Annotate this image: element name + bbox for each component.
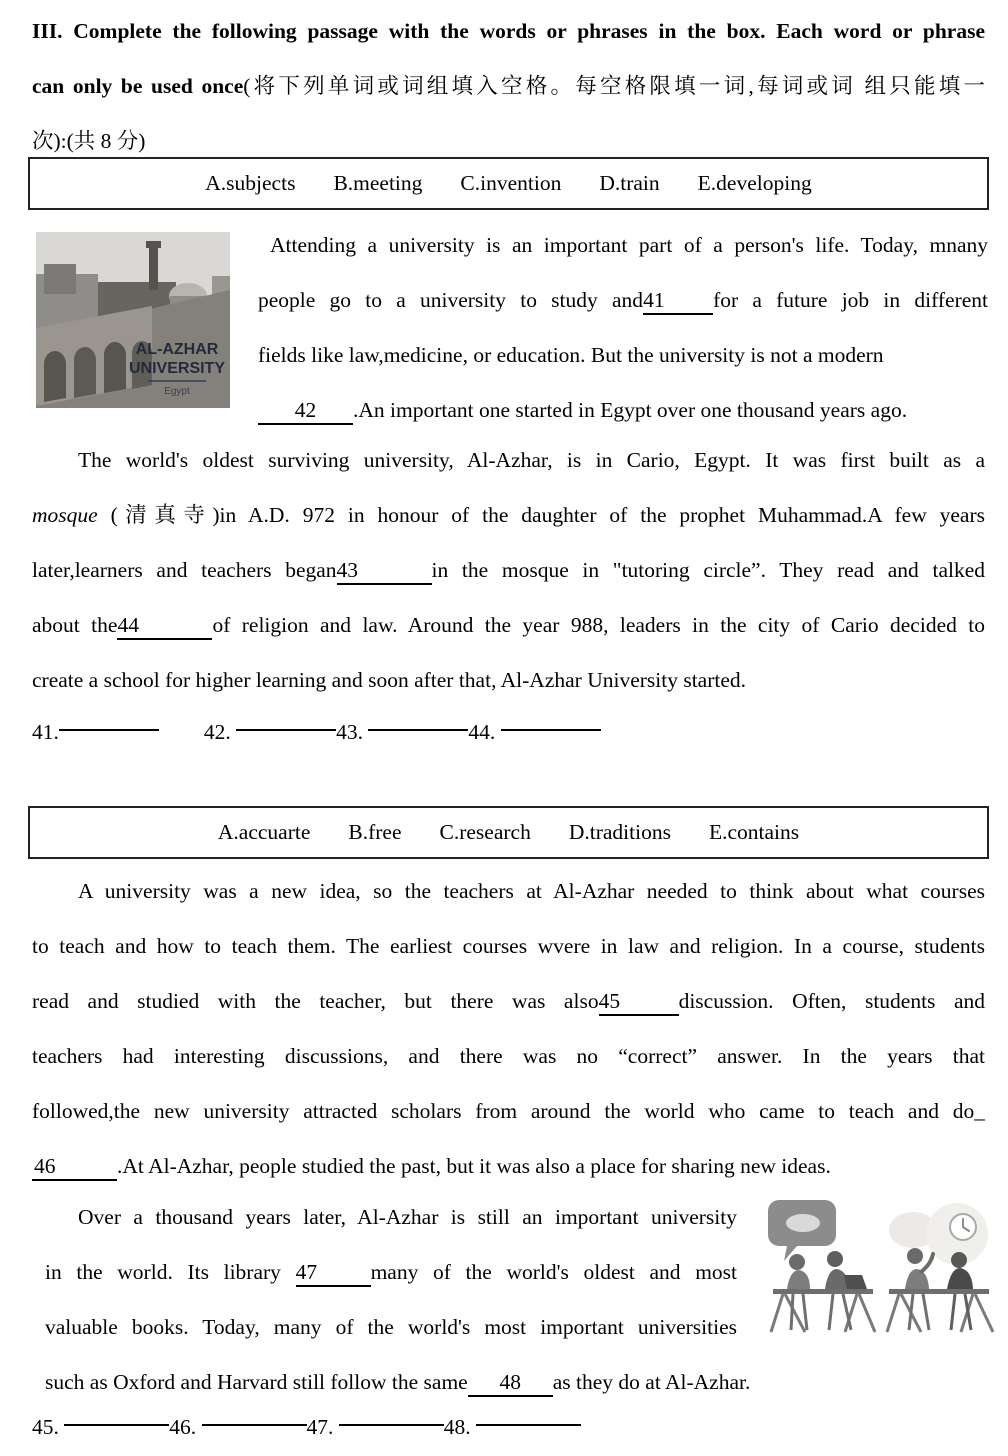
p3-text-2: to teach and how to teach them. The earliest courses wvere in law and religion. In a course, students [32,934,985,958]
p3-line-3 [32,974,985,1029]
answer-label-43: 43. [336,720,363,744]
p3-line-1 [32,864,985,919]
answer-row-45-48 [32,1400,985,1455]
p2-text-4a: about the [32,613,118,637]
answer-row-41-44 [32,705,985,760]
p3-line-5 [32,1084,985,1139]
p2-line-1 [32,433,985,488]
answer-label-47: 47. [306,1415,334,1439]
answer-label-41: 41. [32,720,59,744]
word-option-a2: A.accuarte [217,820,311,844]
p4-text-2b: many of the world's oldest and most [370,1260,737,1284]
p2-text-5: create a school for higher learning and soon after that, Al-Azhar University started. [32,668,747,692]
p1-text-2a: people go to a university to study and [258,288,644,312]
p2-text-2b: (清真寺)in A.D. 972 in honour of the daughter of the prophet Muhammad.A few years [97,503,985,527]
p3-text-3b: discussion. Often, students and [678,989,985,1013]
answer-blank-43 [368,705,468,731]
p3-text-4: teachers had interesting discussions, and there was no “correct” answer. In the years that [32,1044,985,1068]
p4-text-1: Over a thousand years later, Al-Azhar is still an important university [78,1205,737,1229]
blank-48: 48 [468,1367,553,1397]
word-option-b2: B.free [348,820,402,844]
p2-text-3a: later,learners and teachers began [32,558,337,582]
p3-text-5: followed,the new university attracted scholars from around the world who came to teach and do_ [32,1099,985,1123]
p1-text-3: fields like law,medicine, or education. But the university is not a modern [258,343,884,367]
p4-text-4b: as they do at Al-Azhar. [552,1370,751,1394]
p2-line-3 [32,543,985,598]
answer-label-42: 42. [203,720,231,744]
section-heading [32,4,985,169]
p1-line-3 [258,328,988,383]
heading-text-2-en: can only be used once [32,74,244,98]
word-option-c2: C.research [439,820,531,844]
p3-line-6 [32,1139,985,1194]
p2-text-3b: in the mosque in "tutoring circle”. They read and talked [431,558,985,582]
p4-text-4a: such as Oxford and Harvard still follow the same [45,1370,468,1394]
passage-paragraph-1 [258,218,988,438]
word-option-d2: D.traditions [568,820,671,844]
answer-blank-47 [339,1400,444,1426]
p2-text-4b: of religion and law. Around the year 988, leaders in the city of Cario decided to [212,613,985,637]
p1-text-1: Attending a university is an important part of a person's life. Today, mnany [270,233,988,257]
p1-text-4: .An important one started in Egypt over one thousand years ago. [353,398,908,422]
students-discussion-illustration [763,1192,1000,1340]
heading-line-2 [32,59,985,114]
blank-41: 41 [643,285,713,315]
answer-label-48: 48. [443,1415,471,1439]
p2-text-2-italic: mosque [32,503,98,527]
blank-46: 46 [32,1151,117,1181]
p1-text-2b: for a future job in different [713,288,988,312]
students-illustration-graphic [763,1192,1000,1340]
answer-blank-42 [236,705,336,731]
passage-paragraph-2 [32,433,985,708]
photo-caption-al-azhar: AL-AZHAR [135,341,219,358]
p3-line-4 [32,1029,985,1084]
p3-text-6: .At Al-Azhar, people studied the past, but it was also a place for sharing new ideas. [117,1154,831,1178]
answer-blank-45 [64,1400,169,1426]
heading-text-1: III. Complete the following passage with the words or phrases in the box. Each word or phrase [32,19,985,43]
blank-47: 47 [296,1257,371,1287]
p1-line-4 [258,383,988,438]
photo-caption-egypt: Egypt [164,386,190,397]
blank-43: 43 [337,555,432,585]
p3-text-1: A university was a new idea, so the teachers at Al-Azhar needed to think about what courses [78,879,985,903]
word-box-1 [28,157,989,210]
word-option-d1: D.train [599,171,660,195]
heading-text-3: 次):(共 8 分) [32,129,146,153]
blank-42: 42 [258,395,353,425]
p1-line-1 [258,218,988,273]
p3-line-2 [32,919,985,974]
p2-text-1: The world's oldest surviving university, Al-Azhar, is in Cario, Egypt. It was first built as a [78,448,985,472]
p4-text-3: valuable books. Today, many of the world's most important universities [45,1315,737,1339]
answer-blank-44 [501,705,601,731]
p1-line-2 [258,273,988,328]
p2-line-2 [32,488,985,543]
answer-blank-41 [59,705,159,731]
blank-45: 45 [599,986,679,1016]
word-option-e1: E.developing [697,171,812,195]
p4-line-3 [45,1300,737,1355]
p4-line-1 [45,1190,737,1245]
heading-line-1 [32,4,985,59]
p2-line-5 [32,653,985,708]
word-option-a1: A.subjects [205,171,296,195]
photo-caption-university: UNIVERSITY [128,360,226,377]
word-box-2 [28,806,989,859]
p4-text-2a: in the world. Its library [45,1260,281,1284]
word-option-b1: B.meeting [333,171,423,195]
al-azhar-photo-graphic [36,232,230,408]
answer-label-44: 44. [468,720,496,744]
word-option-c1: C.invention [460,171,562,195]
p3-text-3a: read and studied with the teacher, but there was also [32,989,599,1013]
al-azhar-university-photo [36,232,230,408]
heading-text-2-cn: (将下列单词或词组填入空格。每空格限填一词,每词或词 组只能填一 [243,74,985,98]
answer-blank-48 [476,1400,581,1426]
answer-blank-46 [202,1400,307,1426]
blank-44: 44 [117,610,212,640]
answer-label-46: 46. [169,1415,197,1439]
p4-line-2 [45,1245,737,1300]
answer-label-45: 45. [32,1415,59,1439]
word-option-e2: E.contains [708,820,800,844]
passage-paragraph-3 [32,864,985,1194]
p2-line-4 [32,598,985,653]
